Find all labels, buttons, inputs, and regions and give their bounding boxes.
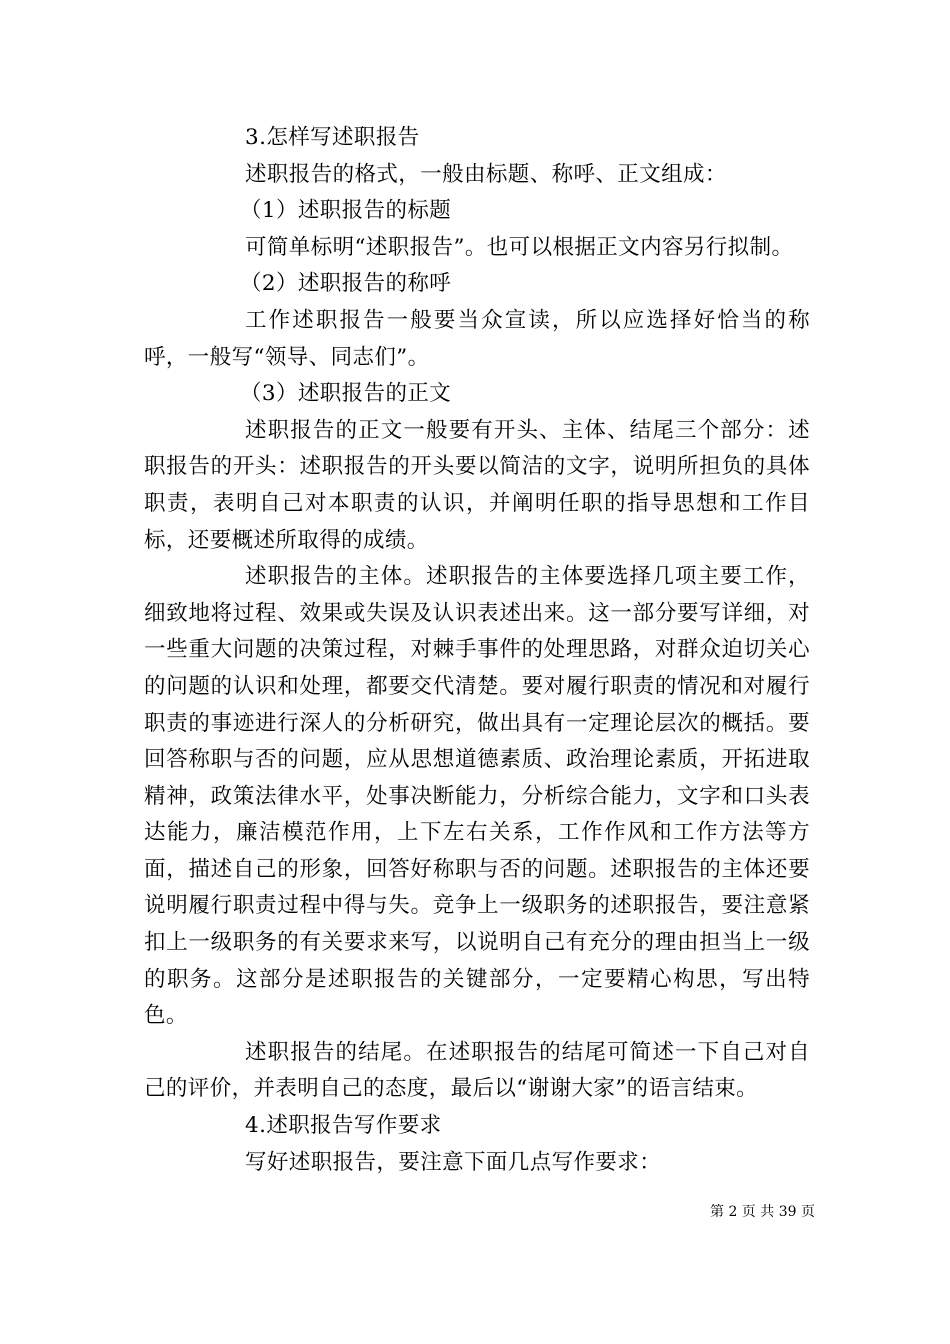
paragraph-salutation-description: 工作述职报告一般要当众宣读，所以应选择好恰当的称呼，一般写“领导、同志们”。 [144, 307, 810, 370]
section-heading-how-to-write: 3.怎样写述职报告 [245, 125, 420, 150]
section-heading-requirements: 4.述职报告写作要求 [245, 1113, 442, 1139]
page-number: 第 2 页 共 39 页 [710, 1204, 815, 1220]
paragraph-body-ending: 述职报告的结尾。在述职报告的结尾可简述一下自己对自己的评价，并表明自己的态度，最后以“谢谢大家”的语言结束。 [144, 1039, 810, 1102]
paragraph-requirements-intro: 写好述职报告，要注意下面几点写作要求： [245, 1149, 662, 1175]
page-footer [0, 1202, 950, 1222]
paragraph-title-description: 可简单标明“述职报告”。也可以根据正文内容另行拟制。 [245, 234, 794, 260]
paragraph-body-main: 述职报告的主体。述职报告的主体要选择几项主要工作，细致地将过程、效果或失误及认识表述出来。这一部分要写详细，对一些重大问题的决策过程，对棘手事件的处理思路，对群众迫切关心的问题的认识和处理，都要交代清楚。要对履行职责的情况和对履行职责的事迹进行深人的分析研究，做出具有一定理论层次的概括。要回答称职与否的问题，应从思想道德素质、政治理论素质，开拓进取精神，政策法律水平，处事决断能力，分析综合能力，文字和口头表达能力，廉洁模范作用，上下左右关系，工作作风和工作方法等方面，描述自己的形象，回答好称职与否的问题。述职报告的主体还要说明履行职责过程中得与失。竞争上一级职务的述职报告，要注意紧扣上一级职务的有关要求来写，以说明自己有充分的理由担当上一级的职务。这部分是述职报告的关键部分，一定要精心构思，写出特色。 [144, 564, 810, 1029]
paragraph-format-intro: 述职报告的格式，一般由标题、称呼、正文组成： [245, 161, 727, 187]
paragraph-body-opening: 述职报告的正文一般要有开头、主体、结尾三个部分：述职报告的开头：述职报告的开头要以简洁的文字，说明所担负的具体职责，表明自己对本职责的认识，并阐明任职的指导思想和工作目标，还要概述所取得的成绩。 [144, 417, 810, 553]
subheading-salutation: （2）述职报告的称呼 [240, 271, 452, 297]
document-body [144, 120, 810, 1181]
subheading-title: （1）述职报告的标题 [240, 198, 452, 224]
subheading-body: （3）述职报告的正文 [240, 381, 452, 407]
